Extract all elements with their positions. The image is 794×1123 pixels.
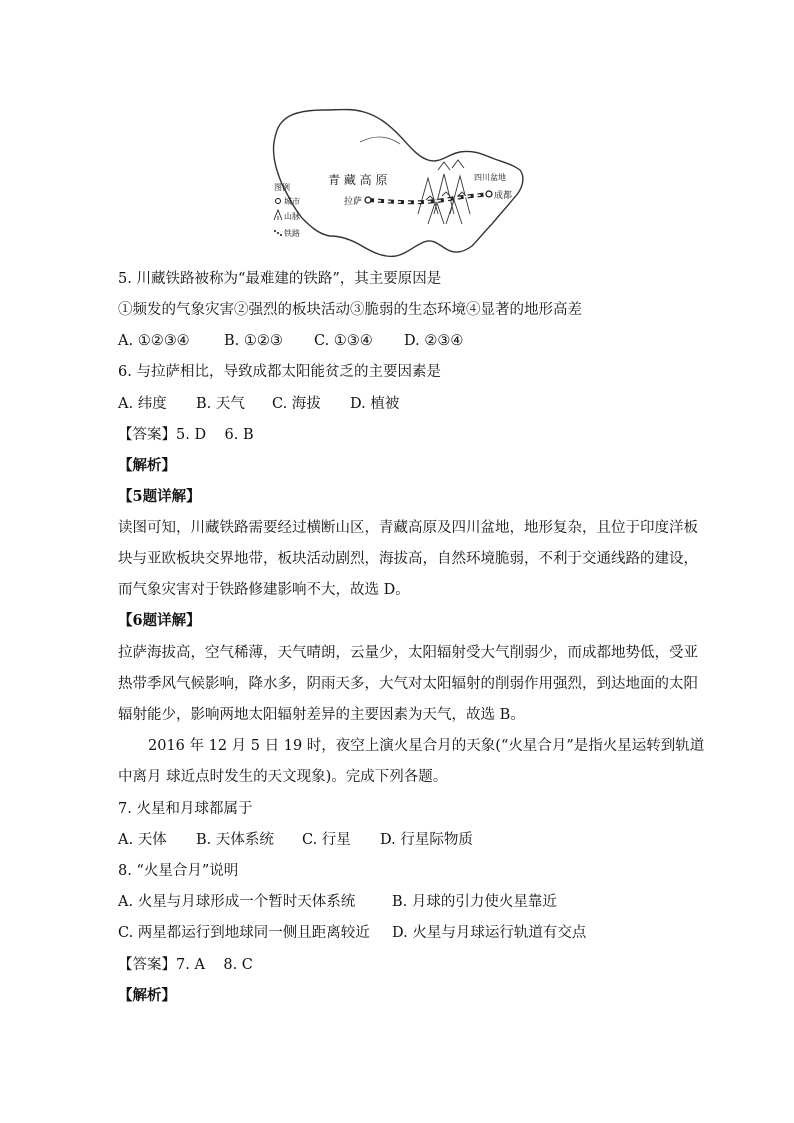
intro-line-1: 2016 年 12 月 5 日 19 时，夜空上演火星合月的天象(“火星合月”是指火星运转到轨道 <box>148 738 705 754</box>
legend-mountain-label: 山脉 <box>284 212 300 221</box>
answer-7-8: 【答案】7. A 8. C <box>118 957 253 973</box>
detail-6-line-2: 热带季风气候影响，降水多，阴雨天多，大气对太阳辐射的削弱作用强烈，到达地面的太阳 <box>118 676 698 692</box>
q7-options <box>118 830 678 850</box>
legend-city-icon <box>276 199 281 204</box>
legend-mountain-icon <box>274 210 282 220</box>
analysis-heading-2: 【解析】 <box>118 987 176 1004</box>
plateau-outline <box>273 110 522 257</box>
map-figure <box>268 104 530 260</box>
detail-5-line-1: 读图可知，川藏铁路需要经过横断山区，青藏高原及四川盆地，地形复杂，且位于印度洋板 <box>118 520 698 536</box>
chengdu-label: 成都 <box>494 191 513 201</box>
detail-5-line-2: 块与亚欧板块交界地带，板块活动剧烈，海拔高，自然环境脆弱，不利于交通线路的建设， <box>118 551 698 567</box>
q7-option-b[interactable]: B. 天体系统 <box>196 832 274 848</box>
legend-rail-icon <box>274 230 282 236</box>
q8-option-d[interactable]: D. 火星与月球运行轨道有交点 <box>392 925 587 941</box>
q6-stem: 6. 与拉萨相比，导致成都太阳能贫乏的主要因素是 <box>118 364 441 380</box>
q5-option-d[interactable]: D. ②③④ <box>404 333 464 349</box>
q7-stem: 7. 火星和月球都属于 <box>118 801 253 817</box>
answer-5-6: 【答案】5. D 6. B <box>118 427 254 443</box>
detail-5-line-3: 而气象灾害对于铁路修建影响不大，故选 D。 <box>118 582 410 598</box>
q7-option-d[interactable]: D. 行星际物质 <box>380 832 473 848</box>
q6-option-d[interactable]: D. 植被 <box>350 396 400 412</box>
q6-option-a[interactable]: A. 纬度 <box>118 396 167 412</box>
chengdu-city-marker <box>486 191 492 197</box>
sichuan-tibet-map <box>268 104 530 260</box>
q8-option-c[interactable]: C. 两星都运行到地球同一侧且距离较近 <box>118 925 370 941</box>
q5-statements: ①频发的气象灾害②强烈的板块活动③脆弱的生态环境④显著的地形高差 <box>118 302 582 318</box>
detail-5-heading: 【5题详解】 <box>118 488 201 505</box>
q5-option-c[interactable]: C. ①③④ <box>314 333 373 349</box>
q8-options-row-1 <box>118 892 678 912</box>
legend-title: 图例 <box>274 183 290 192</box>
q5-option-b[interactable]: B. ①②③ <box>224 333 283 349</box>
detail-6-line-1: 拉萨海拔高，空气稀薄，天气晴朗，云量少，太阳辐射受大气削弱少，而成都地势低，受亚 <box>118 645 698 661</box>
q5-option-a[interactable]: A. ①②③④ <box>118 333 190 349</box>
q7-option-a[interactable]: A. 天体 <box>118 832 167 848</box>
analysis-heading-1: 【解析】 <box>118 457 176 474</box>
legend-rail-label: 铁路 <box>284 229 300 238</box>
q5-options <box>118 331 678 351</box>
detail-6-line-3: 辐射能少，影响两地太阳辐射差异的主要因素为天气，故选 B。 <box>118 707 525 723</box>
plateau-label: 青 藏 高 原 <box>328 173 388 187</box>
q5-stem: 5. 川藏铁路被称为“最难建的铁路”，其主要原因是 <box>118 271 442 287</box>
q6-option-b[interactable]: B. 天气 <box>196 396 245 412</box>
lhasa-city-marker <box>365 197 371 203</box>
mountain-range <box>418 160 470 224</box>
lhasa-label: 拉萨 <box>344 197 363 207</box>
intro-line-2: 中离月 球近点时发生的天文现象)。完成下列各题。 <box>118 769 448 785</box>
q6-options <box>118 394 678 414</box>
q8-option-a[interactable]: A. 火星与月球形成一个暂时天体系统 <box>118 894 356 910</box>
legend-city-label: 城市 <box>284 197 300 206</box>
basin-label: 四川盆地 <box>474 173 506 182</box>
q6-option-c[interactable]: C. 海拔 <box>272 396 321 412</box>
q8-stem: 8. “火星合月”说明 <box>118 863 239 879</box>
detail-6-heading: 【6题详解】 <box>118 612 201 629</box>
q8-options-row-2 <box>118 923 678 943</box>
inner-outline <box>360 137 400 144</box>
q8-option-b[interactable]: B. 月球的引力使火星靠近 <box>392 894 557 910</box>
q7-option-c[interactable]: C. 行星 <box>302 832 351 848</box>
